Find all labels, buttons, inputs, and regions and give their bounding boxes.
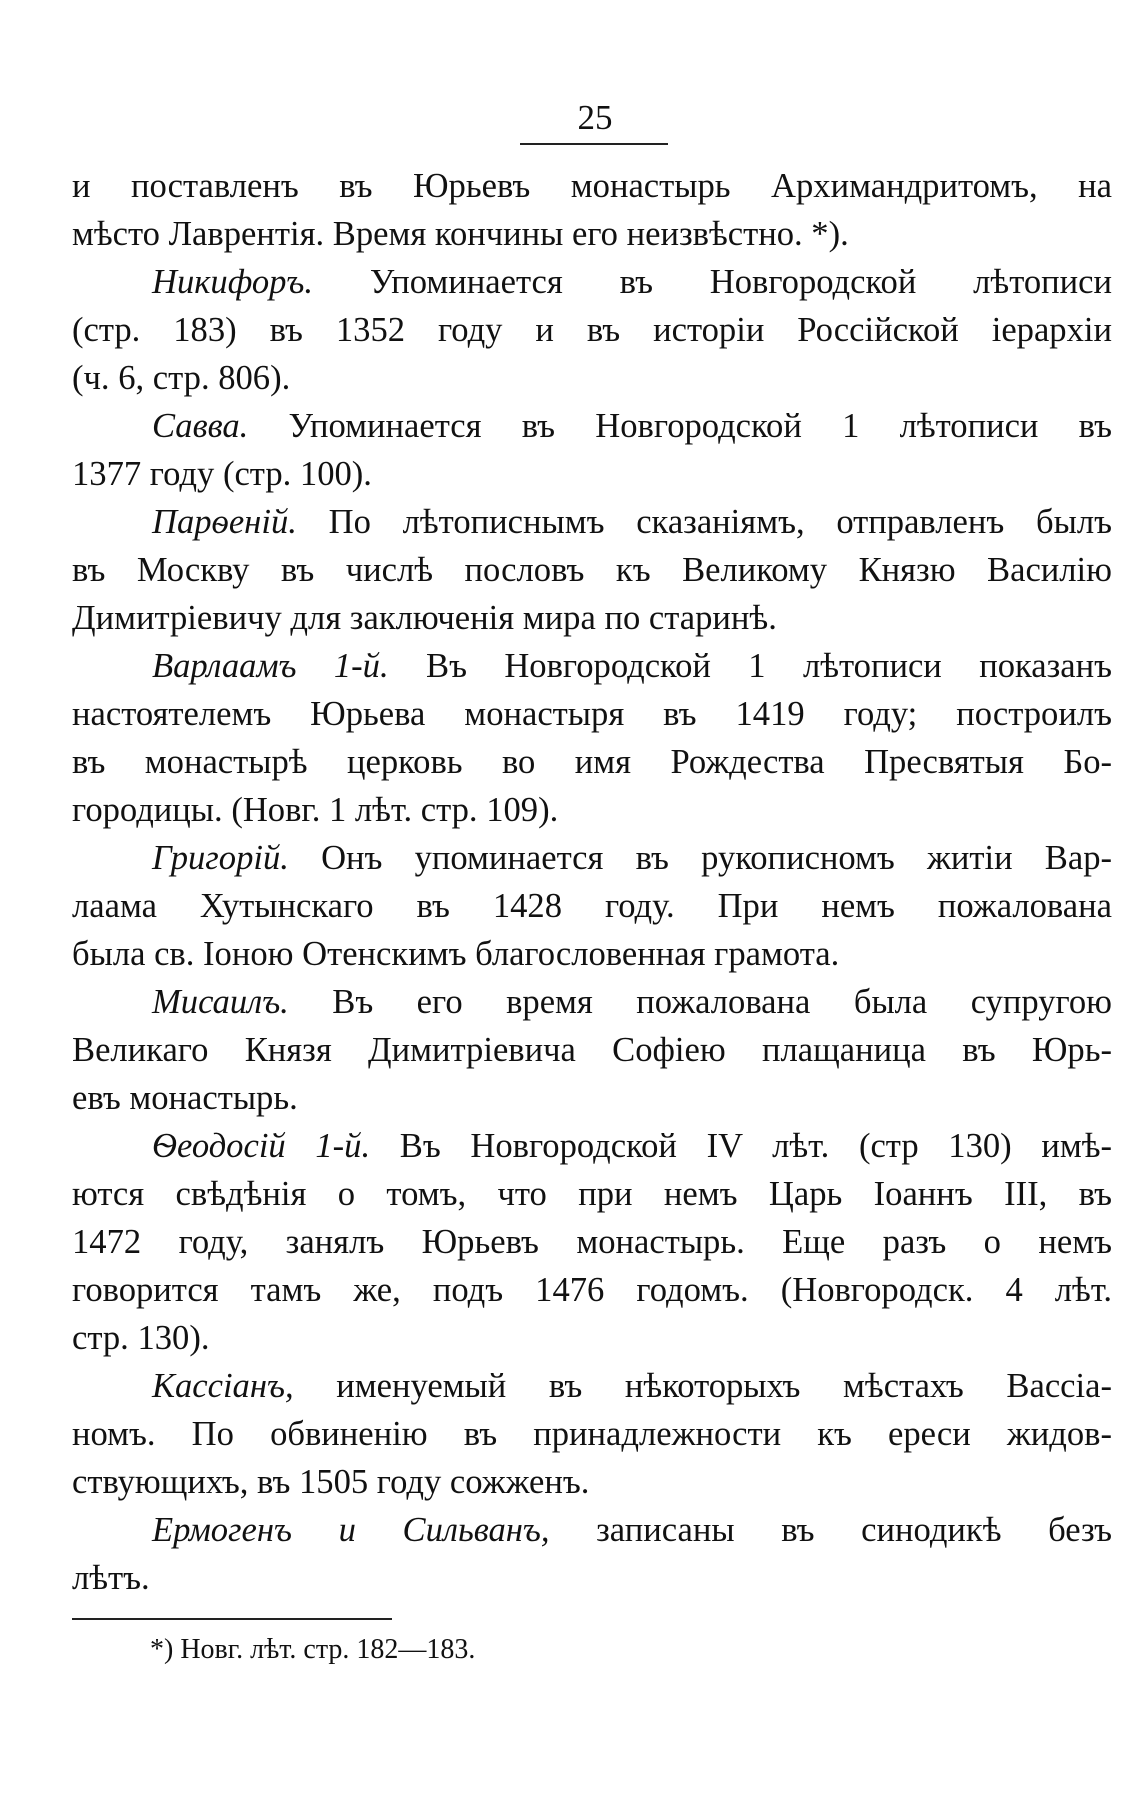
text-line: (стр. 183) въ 1352 году и въ исторіи Россійской іерархіи <box>72 311 1112 349</box>
entry-text: По лѣтописнымъ сказаніямъ, отправленъ былъ <box>296 503 1112 541</box>
text-line <box>72 1506 1112 1554</box>
text-line: номъ. По обвиненію въ принадлежности къ ереси жидов- <box>72 1415 1112 1453</box>
text-line <box>72 402 1112 450</box>
entry-name: Ермогенъ и Сильванъ, <box>152 1511 550 1549</box>
text-line: и поставленъ въ Юрьевъ монастырь Архимандритомъ, на <box>72 167 1112 205</box>
text-line: ются свѣдѣнія о томъ, что при немъ Царь Іоаннъ III, въ <box>72 1175 1112 1213</box>
text-line: настоятелемъ Юрьева монастыря въ 1419 году; построилъ <box>72 695 1112 733</box>
entry-name: Мисаилъ. <box>152 983 289 1021</box>
header-rule <box>520 143 668 145</box>
entry-name: Кассіанъ, <box>152 1367 294 1405</box>
text-line: ствующихъ, въ 1505 году сожженъ. <box>72 1463 590 1501</box>
entry-name: Ѳеодосій 1-й. <box>152 1127 371 1165</box>
entry-text: Упоминается въ Новгородской лѣтописи <box>313 263 1112 301</box>
page-number: 25 <box>577 98 613 137</box>
entry-name: Савва. <box>152 407 249 445</box>
text-line: лѣтъ. <box>72 1559 150 1597</box>
text-line: 1472 году, занялъ Юрьевъ монастырь. Еще разъ о немъ <box>72 1223 1112 1261</box>
entry-name: Парѳеній. <box>152 503 297 541</box>
paragraph-varlaam <box>72 642 1112 834</box>
paragraph-ermogen-silvan <box>72 1506 1112 1602</box>
text-line: мѣсто Лаврентія. Время кончины его неизвѣстно. *). <box>72 215 849 253</box>
paragraph-savva <box>72 402 1112 498</box>
text-line: въ монастырѣ церковь во имя Рождества Пресвятыя Бо- <box>72 743 1112 781</box>
paragraph-nikifor <box>72 258 1112 402</box>
footnote-rule <box>72 1618 392 1620</box>
paragraph-continuation <box>72 162 1112 258</box>
entry-name: Григорій. <box>152 839 289 877</box>
text-line <box>72 258 1112 306</box>
entry-text: именуемый въ нѣкоторыхъ мѣстахъ Вассіа- <box>293 1367 1112 1405</box>
footnote: *) Новг. лѣт. стр. 182—183. <box>150 1634 476 1665</box>
text-line <box>72 1122 1112 1170</box>
text-line: Великаго Князя Димитріевича Софіею плащаница въ Юрь- <box>72 1031 1112 1069</box>
text-line <box>72 1362 1112 1410</box>
entry-text: Онъ упоминается въ рукописномъ житіи Вар- <box>288 839 1112 877</box>
text-line: городицы. (Новг. 1 лѣт. стр. 109). <box>72 791 559 829</box>
paragraph-misail <box>72 978 1112 1122</box>
entry-text: Въ Новгородской 1 лѣтописи показанъ <box>388 647 1113 685</box>
text-line: Димитріевичу для заключенія мира по старинѣ. <box>72 599 777 637</box>
text-line: (ч. 6, стр. 806). <box>72 359 291 397</box>
entry-text: записаны въ синодикѣ безъ <box>549 1511 1112 1549</box>
entry-text: Упоминается въ Новгородской 1 лѣтописи въ <box>248 407 1112 445</box>
entry-name: Никифоръ. <box>152 263 313 301</box>
text-line <box>72 642 1112 690</box>
text-line: говорится тамъ же, подъ 1476 годомъ. (Новгородск. 4 лѣт. <box>72 1271 1112 1309</box>
text-line <box>72 978 1112 1026</box>
paragraph-parfeniy <box>72 498 1112 642</box>
text-line: была св. Іоною Отенскимъ благословенная грамота. <box>72 935 840 973</box>
text-line: евъ монастырь. <box>72 1079 298 1117</box>
paragraph-grigoriy <box>72 834 1112 978</box>
paragraph-kassian <box>72 1362 1112 1506</box>
paragraph-feodosiy <box>72 1122 1112 1362</box>
body-text <box>72 162 1112 1602</box>
text-line <box>72 834 1112 882</box>
entry-text: Въ Новгородской IV лѣт. (стр 130) имѣ- <box>370 1127 1112 1165</box>
entry-text: Въ его время пожалована была супругою <box>288 983 1112 1021</box>
text-line: въ Москву въ числѣ пословъ къ Великому Князю Василію <box>72 551 1112 589</box>
text-line <box>72 498 1112 546</box>
entry-name: Варлаамъ 1-й. <box>152 647 389 685</box>
text-line: 1377 году (стр. 100). <box>72 455 372 493</box>
text-line: лаама Хутынскаго въ 1428 году. При немъ пожалована <box>72 887 1112 925</box>
text-line: стр. 130). <box>72 1319 210 1357</box>
